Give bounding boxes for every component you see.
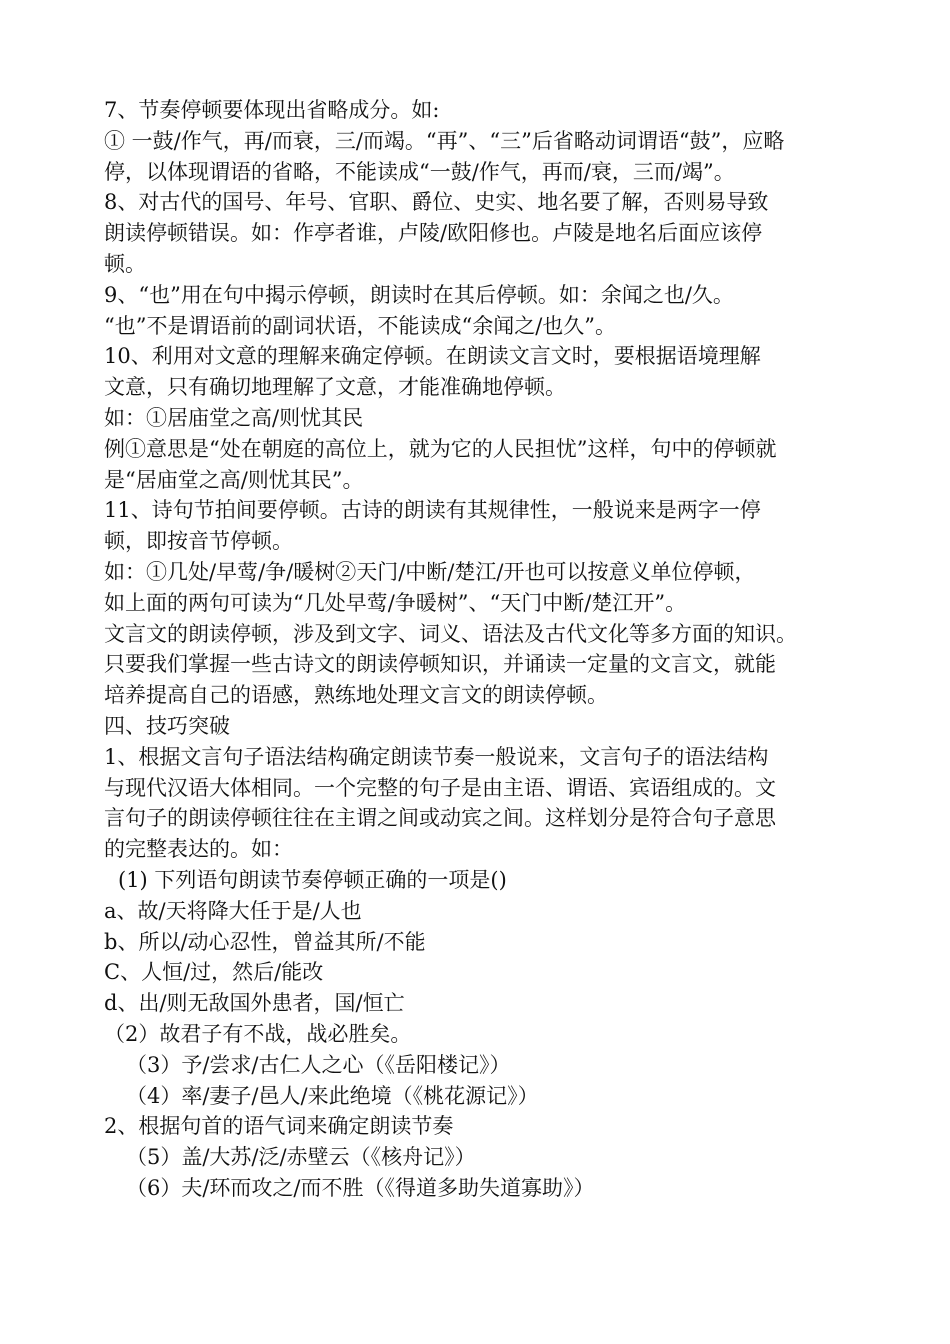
text-line: ① 一鼓/作气，再/而衰，三/而竭。“再”、“三”后省略动词谓语“鼓”，应略 — [104, 128, 785, 153]
text-line: 9、“也”用在句中揭示停顿，朗读时在其后停顿。如：余闻之也/久。 — [104, 282, 734, 307]
text-line: 1、根据文言句子语法结构确定朗读节奏一般说来，文言句子的语法结构 — [104, 744, 769, 769]
option-a: a、故/天将降大任于是/人也 — [104, 898, 362, 923]
text-line: 例①意思是“处在朝庭的高位上，就为它的人民担忧”这样，句中的停顿就 — [104, 436, 777, 461]
text-line: 培养提高自己的语感，熟练地处理文言文的朗读停顿。 — [104, 683, 608, 708]
text-line: 11、诗句节拍间要停顿。古诗的朗读有其规律性，一般说来是两字一停 — [104, 498, 761, 523]
example-line: （4）率/妻子/邑人/来此绝境（《桃花源记》） — [126, 1083, 539, 1108]
example-line: （6）夫/环而攻之/而不胜（《得道多助失道寡助》） — [126, 1175, 595, 1200]
text-line: 如：①几处/早莺/争/暖树②天门/中断/楚江/开也可以按意义单位停顿， — [104, 559, 756, 584]
text-line: 2、根据句首的语气词来确定朗读节奏 — [104, 1114, 454, 1139]
text-line: 顿，即按音节停顿。 — [104, 529, 293, 554]
text-line: “也”不是谓语前的副词状语，不能读成“余闻之/也久”。 — [104, 313, 617, 338]
text-line: 的完整表达的。如： — [104, 837, 293, 862]
text-line: 文言文的朗读停顿，涉及到文字、词义、语法及古代文化等多方面的知识。 — [104, 621, 797, 646]
section-heading: 四、技巧突破 — [104, 713, 230, 738]
example-line: （5）盖/大苏/泛/赤壁云（《核舟记》） — [126, 1145, 476, 1170]
example-line: （2）故君子有不战，战必胜矣。 — [104, 1021, 412, 1046]
example-line: （3）予/尝求/古仁人之心（《岳阳楼记》） — [126, 1052, 511, 1077]
text-line: 如上面的两句可读为“几处早莺/争暖树”、“天门中断/楚江开”。 — [104, 590, 687, 615]
document-body — [104, 95, 904, 1204]
question-line: (1) 下列语句朗读节奏停顿正确的一项是() — [118, 867, 507, 892]
text-line: 顿。 — [104, 251, 146, 276]
text-line: 文意，只有确切地理解了文意，才能准确地停顿。 — [104, 375, 566, 400]
text-line: 朗读停顿错误。如：作亭者谁，卢陵/欧阳修也。卢陵是地名后面应该停 — [104, 221, 763, 246]
text-line: 8、对古代的国号、年号、官职、爵位、史实、地名要了解，否则易导致 — [104, 190, 769, 215]
text-line: 只要我们掌握一些古诗文的朗读停顿知识，并诵读一定量的文言文，就能 — [104, 652, 776, 677]
text-line: 是“居庙堂之高/则忧其民”。 — [104, 467, 364, 492]
option-d: d、出/则无敌国外患者，国/恒亡 — [104, 991, 405, 1016]
text-line: 7、节奏停顿要体现出省略成分。如: — [104, 98, 440, 122]
text-line: 10、利用对文意的理解来确定停顿。在朗读文言文时，要根据语境理解 — [104, 344, 761, 369]
option-c: C、人恒/过，然后/能改 — [104, 960, 324, 985]
text-line: 如：①居庙堂之高/则忧其民 — [104, 405, 364, 430]
text-line: 与现代汉语大体相同。一个完整的句子是由主语、谓语、宾语组成的。文 — [104, 775, 776, 800]
text-line: 停，以体现谓语的省略，不能读成“一鼓/作气，再而/衰，三而/竭”。 — [104, 159, 735, 184]
option-b: b、所以/动心忍性，曾益其所/不能 — [104, 929, 426, 954]
text-line: 言句子的朗读停顿往往在主谓之间或动宾之间。这样划分是符合句子意思 — [104, 806, 776, 831]
